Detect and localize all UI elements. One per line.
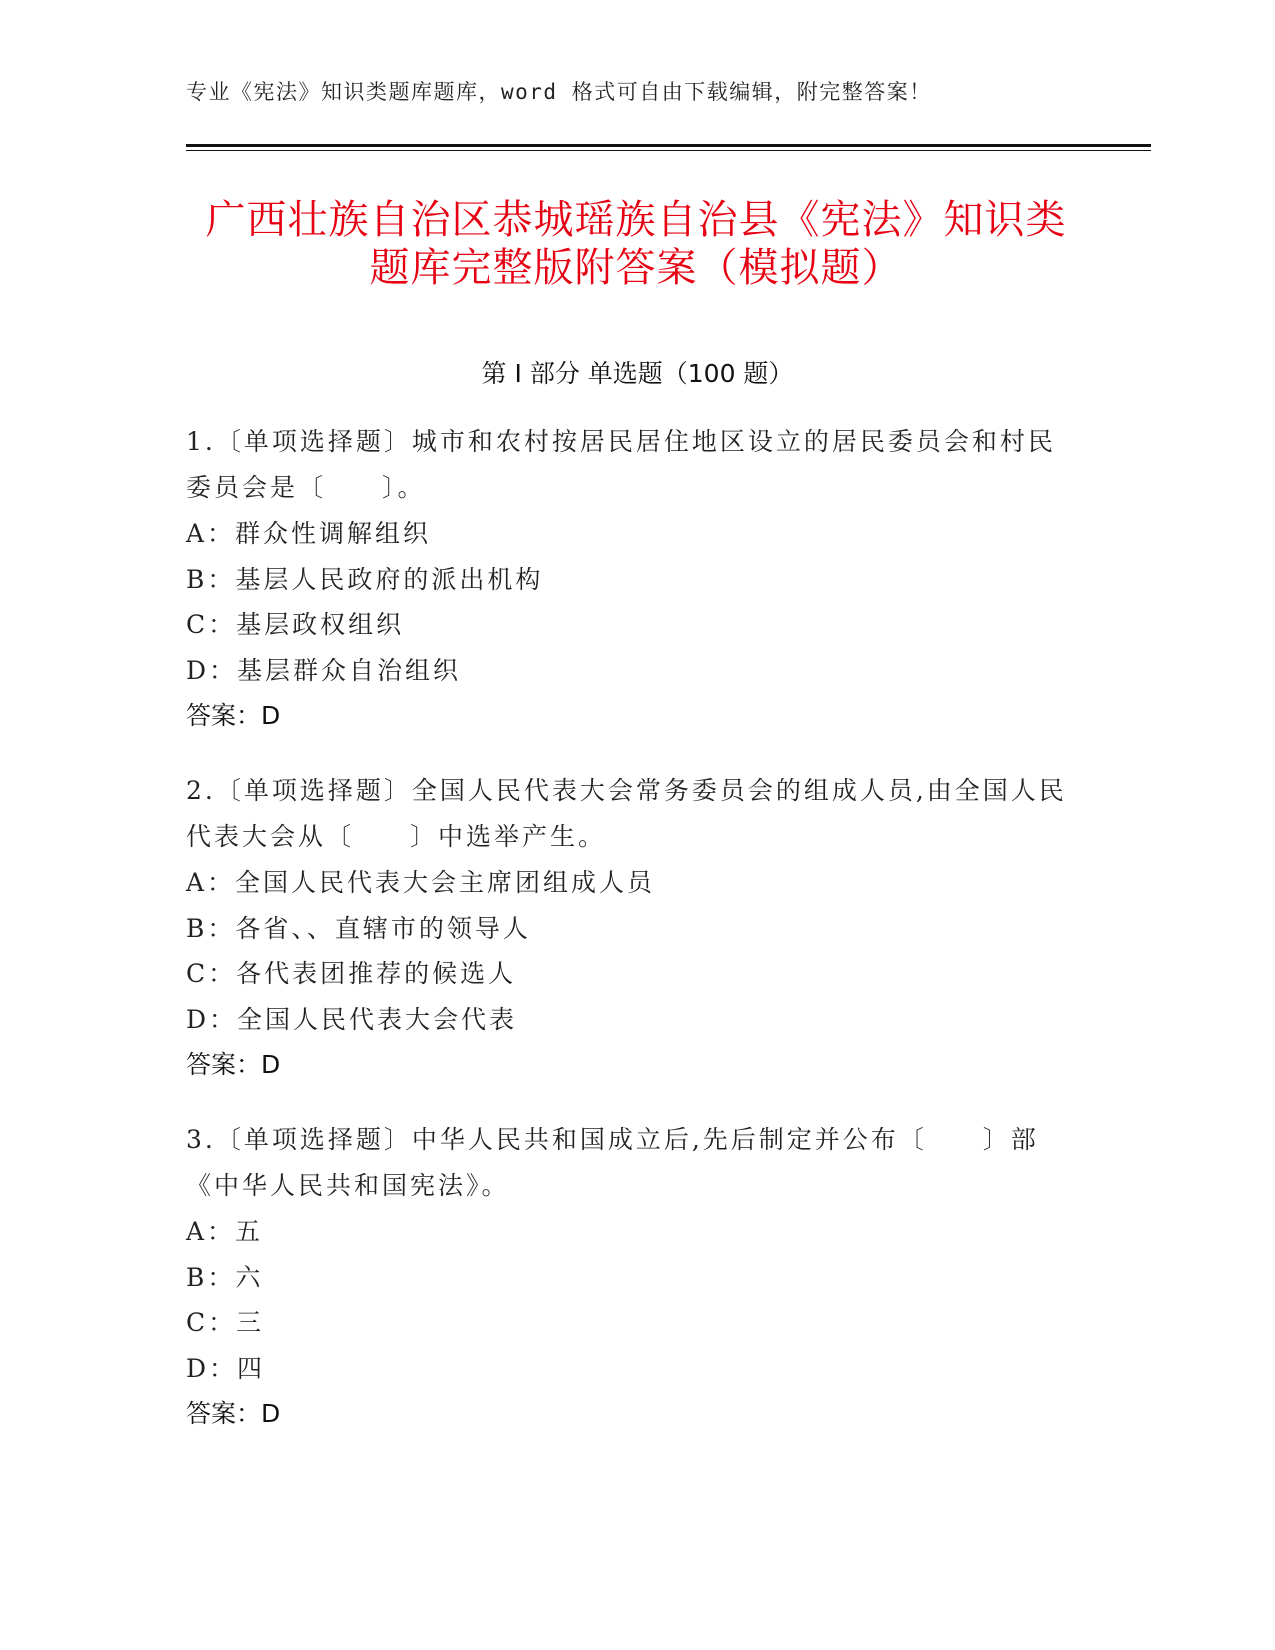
option-b: B：六: [186, 1262, 264, 1292]
header-divider-thin: [186, 150, 1151, 151]
question-2: [186, 768, 1076, 1087]
question-stem: 2.〔单项选择题〕全国人民代表大会常务委员会的组成人员,由全国人民代表大会从〔 〕中选举产生。: [186, 776, 1067, 851]
option-a: A：五: [186, 1217, 264, 1246]
answer: 答案：D: [186, 1399, 281, 1428]
option-d: D：四: [186, 1353, 266, 1383]
option-a: A：群众性调解组织: [186, 519, 432, 548]
option-a: A：全国人民代表大会主席团组成人员: [186, 868, 656, 897]
section-title: 第 I 部分 单选题（100 题）: [481, 359, 794, 388]
answer: 答案：D: [186, 1050, 281, 1079]
option-d: D：基层群众自治组织: [186, 655, 462, 685]
question-stem: 1.〔单项选择题〕城市和农村按居民居住地区设立的居民委员会和村民委员会是〔 〕。: [186, 427, 1056, 502]
question-3: [186, 1117, 1076, 1436]
header-note: 专业《宪法》知识类题库题库，word 格式可自由下载编辑，附完整答案！: [186, 80, 932, 104]
header-divider-thick: [186, 144, 1151, 147]
option-c: C：三: [186, 1308, 265, 1337]
option-b: B：各省、、直辖市的领导人: [186, 913, 531, 943]
option-c: C：各代表团推荐的候选人: [186, 959, 517, 988]
option-c: C：基层政权组织: [186, 610, 405, 639]
question-1: [186, 419, 1076, 738]
question-stem: 3.〔单项选择题〕中华人民共和国成立后,先后制定并公布〔 〕部《中华人民共和国宪法》。: [186, 1125, 1039, 1200]
answer: 答案：D: [186, 701, 281, 730]
option-d: D：全国人民代表大会代表: [186, 1004, 518, 1034]
option-b: B：基层人民政府的派出机构: [186, 564, 544, 594]
document-title: 广西壮族自治区恭城瑶族自治县《宪法》知识类题库完整版附答案（模拟题）: [205, 197, 1067, 291]
